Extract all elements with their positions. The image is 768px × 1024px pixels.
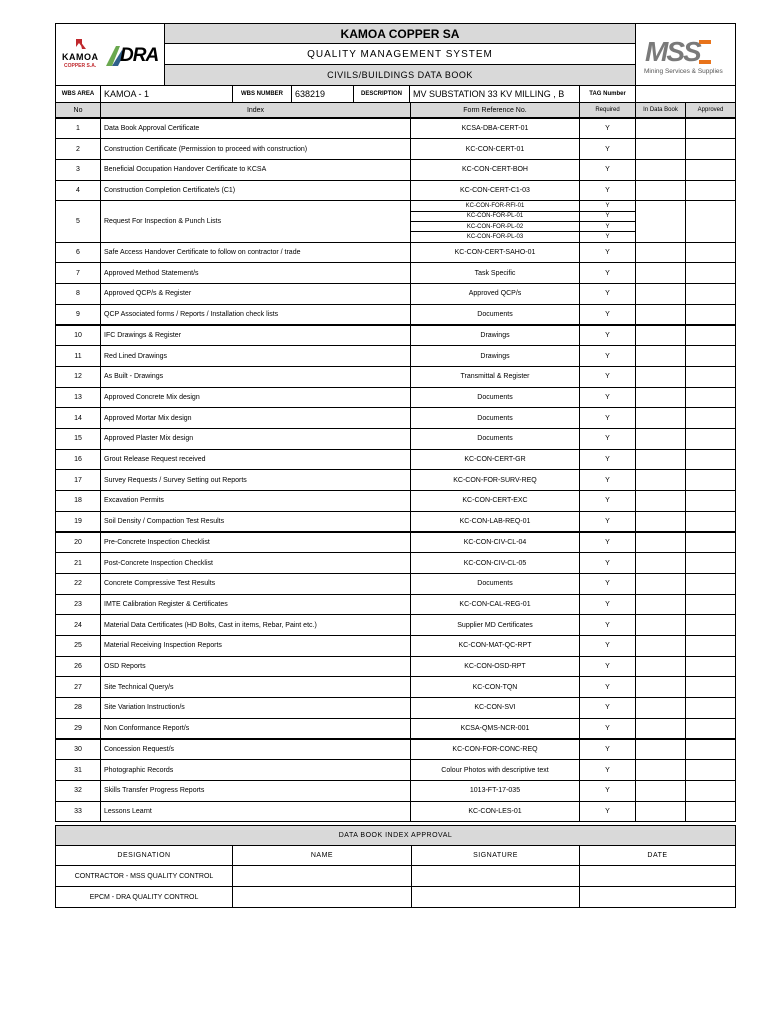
row-approved[interactable] bbox=[685, 325, 736, 347]
row-index-text: Approved Mortar Mix design bbox=[100, 407, 411, 429]
approval-date-field[interactable] bbox=[579, 886, 736, 908]
kamoa-logo bbox=[60, 37, 110, 75]
row-index-text: Safe Access Handover Certificate to follow on contractor / trade bbox=[100, 242, 411, 264]
row-required: Y bbox=[579, 614, 636, 636]
approval-col-name: NAME bbox=[232, 845, 412, 866]
row-required: Y bbox=[579, 366, 636, 388]
row-approved[interactable] bbox=[685, 200, 736, 242]
row-in-data-book[interactable] bbox=[635, 449, 686, 471]
row-number: 7 bbox=[55, 262, 101, 284]
row-form-ref: KC-CON-TQN bbox=[410, 676, 580, 698]
col-header-index: Index bbox=[100, 102, 411, 118]
row-approved[interactable] bbox=[685, 594, 736, 616]
row-in-data-book[interactable] bbox=[635, 159, 686, 181]
row-required: Y bbox=[579, 200, 636, 211]
row-index-text: Approved Concrete Mix design bbox=[100, 387, 411, 409]
tag-number-label: TAG Number bbox=[579, 85, 636, 103]
row-number: 11 bbox=[55, 345, 101, 367]
row-required: Y bbox=[579, 656, 636, 678]
tag-number-value bbox=[635, 85, 736, 103]
approval-col-designation: DESIGNATION bbox=[55, 845, 233, 866]
row-number: 17 bbox=[55, 469, 101, 491]
mss-logo bbox=[643, 36, 731, 80]
row-number: 33 bbox=[55, 801, 101, 823]
row-in-data-book[interactable] bbox=[635, 635, 686, 657]
row-required: Y bbox=[579, 221, 636, 232]
row-in-data-book[interactable] bbox=[635, 428, 686, 450]
row-index-text: IMTE Calibration Register & Certificates bbox=[100, 594, 411, 616]
row-index-text: Site Technical Query/s bbox=[100, 676, 411, 698]
row-number: 2 bbox=[55, 138, 101, 160]
approval-title: DATA BOOK INDEX APPROVAL bbox=[55, 825, 736, 846]
row-required: Y bbox=[579, 262, 636, 284]
row-in-data-book[interactable] bbox=[635, 676, 686, 698]
row-approved[interactable] bbox=[685, 511, 736, 533]
row-number: 32 bbox=[55, 780, 101, 802]
row-index-text: QCP Associated forms / Reports / Installation check lists bbox=[100, 304, 411, 326]
mss-tagline: Mining Services & Supplies bbox=[644, 68, 723, 75]
row-number: 10 bbox=[55, 325, 101, 347]
kamoa-logo-subtext: COPPER S.A. bbox=[64, 63, 97, 69]
wbs-number-value: 638219 bbox=[291, 85, 354, 103]
row-index-text: Concrete Compressive Test Results bbox=[100, 573, 411, 595]
wbs-area-value: KAMOA - 1 bbox=[100, 85, 233, 103]
row-index-text: Excavation Permits bbox=[100, 490, 411, 512]
wbs-number-label: WBS NUMBER bbox=[232, 85, 292, 103]
row-form-ref: Colour Photos with descriptive text bbox=[410, 759, 580, 781]
row-index-text: Material Receiving Inspection Reports bbox=[100, 635, 411, 657]
row-in-data-book[interactable] bbox=[635, 801, 686, 823]
row-required: Y bbox=[579, 469, 636, 491]
row-in-data-book[interactable] bbox=[635, 407, 686, 429]
row-approved[interactable] bbox=[685, 656, 736, 678]
row-form-ref: KC-CON-CERT-EXC bbox=[410, 490, 580, 512]
row-index-text: Photographic Records bbox=[100, 759, 411, 781]
row-number: 14 bbox=[55, 407, 101, 429]
row-form-ref: Documents bbox=[410, 573, 580, 595]
row-form-ref: KC-CON-CERT-SAHO-01 bbox=[410, 242, 580, 264]
row-form-ref: Documents bbox=[410, 407, 580, 429]
row-form-ref: KC-CON-LES-01 bbox=[410, 801, 580, 823]
row-in-data-book[interactable] bbox=[635, 387, 686, 409]
col-header-no: No bbox=[55, 102, 101, 118]
row-approved[interactable] bbox=[685, 614, 736, 636]
row-index-text: Lessons Learnt bbox=[100, 801, 411, 823]
row-approved[interactable] bbox=[685, 262, 736, 284]
row-number: 23 bbox=[55, 594, 101, 616]
row-in-data-book[interactable] bbox=[635, 366, 686, 388]
row-number: 15 bbox=[55, 428, 101, 450]
row-required: Y bbox=[579, 449, 636, 471]
row-index-text: Soil Density / Compaction Test Results bbox=[100, 511, 411, 533]
row-approved[interactable] bbox=[685, 283, 736, 305]
row-number: 4 bbox=[55, 180, 101, 202]
row-form-ref: KC-CON-MAT-QC-RPT bbox=[410, 635, 580, 657]
description-value: MV SUBSTATION 33 KV MILLING , B bbox=[409, 85, 580, 103]
row-in-data-book[interactable] bbox=[635, 262, 686, 284]
row-form-ref: KCSA-DBA-CERT-01 bbox=[410, 118, 580, 140]
row-form-ref: KC-CON-CIV-CL-04 bbox=[410, 532, 580, 554]
row-index-text: Data Book Approval Certificate bbox=[100, 118, 411, 140]
row-required: Y bbox=[579, 428, 636, 450]
row-index-text: Material Data Certificates (HD Bolts, Cast in items, Rebar, Paint etc.) bbox=[100, 614, 411, 636]
approval-signature-field[interactable] bbox=[411, 886, 580, 908]
row-number: 12 bbox=[55, 366, 101, 388]
row-form-ref: KC-CON-FOR-CONC-REQ bbox=[410, 739, 580, 761]
row-required: Y bbox=[579, 407, 636, 429]
row-in-data-book[interactable] bbox=[635, 490, 686, 512]
row-index-text: Non Conformance Report/s bbox=[100, 718, 411, 740]
row-in-data-book[interactable] bbox=[635, 718, 686, 740]
mss-logo-text: MSS bbox=[645, 36, 700, 67]
system-title: QUALITY MANAGEMENT SYSTEM bbox=[164, 43, 636, 65]
row-form-ref: 1013-FT-17-035 bbox=[410, 780, 580, 802]
row-form-ref: Documents bbox=[410, 304, 580, 326]
row-approved[interactable] bbox=[685, 676, 736, 698]
row-form-ref: Task Specific bbox=[410, 262, 580, 284]
row-approved[interactable] bbox=[685, 801, 736, 823]
row-required: Y bbox=[579, 490, 636, 512]
row-form-ref: KC-CON-CERT-01 bbox=[410, 138, 580, 160]
row-required: Y bbox=[579, 739, 636, 761]
approval-col-signature: SIGNATURE bbox=[411, 845, 580, 866]
row-number: 30 bbox=[55, 739, 101, 761]
row-number: 16 bbox=[55, 449, 101, 471]
row-index-text: Construction Completion Certificate/s (C1) bbox=[100, 180, 411, 202]
row-required: Y bbox=[579, 594, 636, 616]
row-required: Y bbox=[579, 676, 636, 698]
row-required: Y bbox=[579, 780, 636, 802]
row-in-data-book[interactable] bbox=[635, 739, 686, 761]
col-header-approved: Approved bbox=[685, 102, 736, 118]
description-label: DESCRIPTION bbox=[353, 85, 410, 103]
row-approved[interactable] bbox=[685, 697, 736, 719]
row-form-ref: Drawings bbox=[410, 325, 580, 347]
row-approved[interactable] bbox=[685, 490, 736, 512]
row-approved[interactable] bbox=[685, 345, 736, 367]
row-index-text: Skills Transfer Progress Reports bbox=[100, 780, 411, 802]
row-number: 18 bbox=[55, 490, 101, 512]
row-required: Y bbox=[579, 635, 636, 657]
row-approved[interactable] bbox=[685, 138, 736, 160]
row-number: 6 bbox=[55, 242, 101, 264]
row-number: 25 bbox=[55, 635, 101, 657]
row-form-ref: KC-CON-LAB-REQ-01 bbox=[410, 511, 580, 533]
row-form-ref: KC-CON-CERT-BOH bbox=[410, 159, 580, 181]
row-required: Y bbox=[579, 345, 636, 367]
row-in-data-book[interactable] bbox=[635, 552, 686, 574]
row-in-data-book[interactable] bbox=[635, 656, 686, 678]
row-form-ref: KC-CON-CIV-CL-05 bbox=[410, 552, 580, 574]
row-required: Y bbox=[579, 325, 636, 347]
row-index-text: Approved QCP/s & Register bbox=[100, 283, 411, 305]
row-required: Y bbox=[579, 283, 636, 305]
row-form-ref: Supplier MD Certificates bbox=[410, 614, 580, 636]
row-index-text: Survey Requests / Survey Setting out Reports bbox=[100, 469, 411, 491]
row-form-ref: Approved QCP/s bbox=[410, 283, 580, 305]
row-number: 21 bbox=[55, 552, 101, 574]
row-number: 8 bbox=[55, 283, 101, 305]
row-approved[interactable] bbox=[685, 635, 736, 657]
row-number: 28 bbox=[55, 697, 101, 719]
row-index-text: Concession Request/s bbox=[100, 739, 411, 761]
row-in-data-book[interactable] bbox=[635, 511, 686, 533]
row-in-data-book[interactable] bbox=[635, 138, 686, 160]
row-index-text: Approved Plaster Mix design bbox=[100, 428, 411, 450]
row-approved[interactable] bbox=[685, 366, 736, 388]
row-in-data-book[interactable] bbox=[635, 200, 686, 242]
row-index-text: Beneficial Occupation Handover Certificate to KCSA bbox=[100, 159, 411, 181]
approval-name-field[interactable] bbox=[232, 886, 412, 908]
row-form-ref: KC-CON-FOR-SURV-REQ bbox=[410, 469, 580, 491]
col-header-in-data-book: In Data Book bbox=[635, 102, 686, 118]
row-required: Y bbox=[579, 159, 636, 181]
row-approved[interactable] bbox=[685, 428, 736, 450]
row-required: Y bbox=[579, 242, 636, 264]
row-number: 13 bbox=[55, 387, 101, 409]
row-approved[interactable] bbox=[685, 387, 736, 409]
row-in-data-book[interactable] bbox=[635, 573, 686, 595]
row-approved[interactable] bbox=[685, 780, 736, 802]
row-in-data-book[interactable] bbox=[635, 594, 686, 616]
row-approved[interactable] bbox=[685, 242, 736, 264]
row-index-text: As Built - Drawings bbox=[100, 366, 411, 388]
row-number: 19 bbox=[55, 511, 101, 533]
col-header-form-ref: Form Reference No. bbox=[410, 102, 580, 118]
row-in-data-book[interactable] bbox=[635, 283, 686, 305]
row-in-data-book[interactable] bbox=[635, 118, 686, 140]
row-approved[interactable] bbox=[685, 407, 736, 429]
row-approved[interactable] bbox=[685, 718, 736, 740]
row-form-ref: KC-CON-CAL-REG-01 bbox=[410, 594, 580, 616]
row-number: 9 bbox=[55, 304, 101, 326]
row-required: Y bbox=[579, 231, 636, 242]
row-approved[interactable] bbox=[685, 180, 736, 202]
approval-designation: CONTRACTOR - MSS QUALITY CONTROL bbox=[55, 865, 233, 887]
approval-name-field[interactable] bbox=[232, 865, 412, 887]
row-number: 27 bbox=[55, 676, 101, 698]
row-form-ref: Transmittal & Register bbox=[410, 366, 580, 388]
row-approved[interactable] bbox=[685, 159, 736, 181]
row-approved[interactable] bbox=[685, 552, 736, 574]
row-approved[interactable] bbox=[685, 469, 736, 491]
row-required: Y bbox=[579, 801, 636, 823]
row-index-text: Approved Method Statement/s bbox=[100, 262, 411, 284]
row-required: Y bbox=[579, 759, 636, 781]
row-number: 29 bbox=[55, 718, 101, 740]
row-form-ref: KC-CON-FOR-PL-02 bbox=[410, 221, 580, 232]
row-form-ref: KC-CON-FOR-RFI-01 bbox=[410, 200, 580, 211]
row-required: Y bbox=[579, 511, 636, 533]
row-in-data-book[interactable] bbox=[635, 532, 686, 554]
row-in-data-book[interactable] bbox=[635, 780, 686, 802]
row-form-ref: KC-CON-FOR-PL-03 bbox=[410, 231, 580, 242]
approval-signature-field[interactable] bbox=[411, 865, 580, 887]
row-index-text: Post-Concrete Inspection Checklist bbox=[100, 552, 411, 574]
row-number: 5 bbox=[55, 200, 101, 242]
row-required: Y bbox=[579, 387, 636, 409]
row-index-text: IFC Drawings & Register bbox=[100, 325, 411, 347]
row-required: Y bbox=[579, 211, 636, 222]
row-index-text: Pre-Concrete Inspection Checklist bbox=[100, 532, 411, 554]
row-number: 1 bbox=[55, 118, 101, 140]
dra-logo bbox=[104, 44, 160, 68]
row-form-ref: KCSA-QMS-NCR-001 bbox=[410, 718, 580, 740]
row-approved[interactable] bbox=[685, 449, 736, 471]
row-form-ref: KC-CON-FOR-PL-01 bbox=[410, 211, 580, 222]
wbs-area-label: WBS AREA bbox=[55, 85, 101, 103]
row-in-data-book[interactable] bbox=[635, 325, 686, 347]
row-in-data-book[interactable] bbox=[635, 469, 686, 491]
row-index-text: Construction Certificate (Permission to proceed with construction) bbox=[100, 138, 411, 160]
company-title: KAMOA COPPER SA bbox=[164, 23, 636, 44]
row-required: Y bbox=[579, 532, 636, 554]
row-index-text: Grout Release Request received bbox=[100, 449, 411, 471]
row-approved[interactable] bbox=[685, 118, 736, 140]
row-form-ref: Documents bbox=[410, 428, 580, 450]
row-number: 20 bbox=[55, 532, 101, 554]
col-header-required: Required bbox=[579, 102, 636, 118]
row-number: 24 bbox=[55, 614, 101, 636]
row-required: Y bbox=[579, 718, 636, 740]
row-index-text: OSD Reports bbox=[100, 656, 411, 678]
mss-logo-accent bbox=[699, 40, 711, 64]
row-in-data-book[interactable] bbox=[635, 759, 686, 781]
row-required: Y bbox=[579, 180, 636, 202]
row-in-data-book[interactable] bbox=[635, 304, 686, 326]
row-required: Y bbox=[579, 304, 636, 326]
row-in-data-book[interactable] bbox=[635, 345, 686, 367]
row-index-text: Red Lined Drawings bbox=[100, 345, 411, 367]
row-required: Y bbox=[579, 697, 636, 719]
row-form-ref: KC-CON-CERT-GR bbox=[410, 449, 580, 471]
row-approved[interactable] bbox=[685, 304, 736, 326]
row-in-data-book[interactable] bbox=[635, 242, 686, 264]
row-required: Y bbox=[579, 138, 636, 160]
book-title: CIVILS/BUILDINGS DATA BOOK bbox=[164, 64, 636, 86]
row-form-ref: Drawings bbox=[410, 345, 580, 367]
approval-date-field[interactable] bbox=[579, 865, 736, 887]
dra-logo-text: DRA bbox=[120, 45, 159, 66]
row-in-data-book[interactable] bbox=[635, 614, 686, 636]
row-required: Y bbox=[579, 118, 636, 140]
row-approved[interactable] bbox=[685, 573, 736, 595]
row-number: 3 bbox=[55, 159, 101, 181]
row-in-data-book[interactable] bbox=[635, 697, 686, 719]
row-approved[interactable] bbox=[685, 532, 736, 554]
row-approved[interactable] bbox=[685, 739, 736, 761]
kamoa-logo-text: KAMOA bbox=[62, 52, 99, 62]
row-index-text: Request For Inspection & Punch Lists bbox=[100, 200, 411, 242]
row-index-text: Site Variation Instruction/s bbox=[100, 697, 411, 719]
row-number: 26 bbox=[55, 656, 101, 678]
row-approved[interactable] bbox=[685, 759, 736, 781]
row-form-ref: KC-CON-SVI bbox=[410, 697, 580, 719]
row-number: 22 bbox=[55, 573, 101, 595]
approval-col-date: DATE bbox=[579, 845, 736, 866]
row-form-ref: KC-CON-CERT-C1-03 bbox=[410, 180, 580, 202]
row-form-ref: KC-CON-OSD-RPT bbox=[410, 656, 580, 678]
approval-designation: EPCM - DRA QUALITY CONTROL bbox=[55, 886, 233, 908]
row-required: Y bbox=[579, 552, 636, 574]
row-in-data-book[interactable] bbox=[635, 180, 686, 202]
row-required: Y bbox=[579, 573, 636, 595]
row-number: 31 bbox=[55, 759, 101, 781]
row-form-ref: Documents bbox=[410, 387, 580, 409]
